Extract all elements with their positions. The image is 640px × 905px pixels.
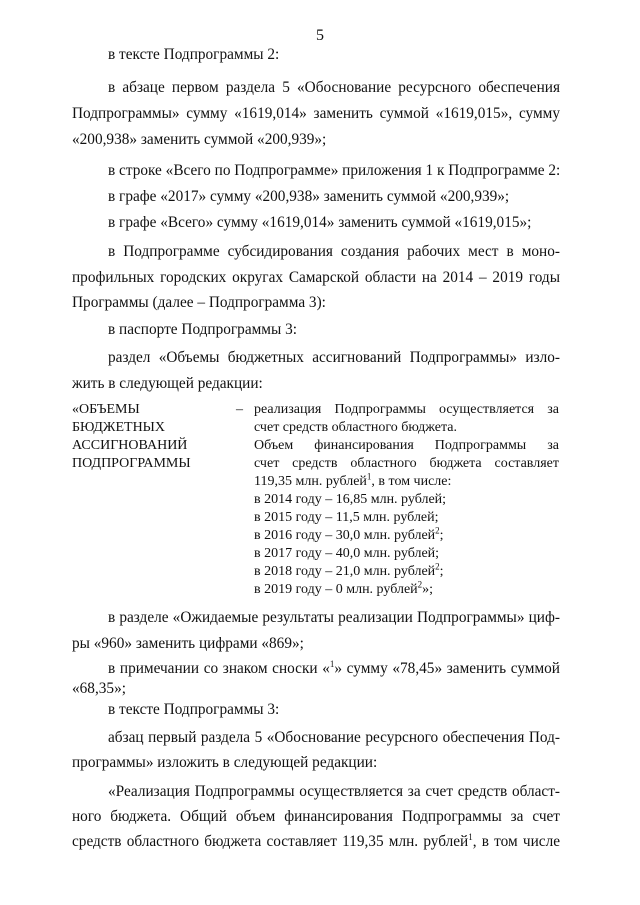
- year-tail: »;: [422, 582, 434, 597]
- footnote-mark: 2: [435, 525, 440, 536]
- paragraph-line: профильных городских округах Самарской области на 2014 – 2019 годы: [72, 269, 560, 286]
- paragraph-line: Подпрограммы» сумму «1619,014» заменить суммой «1619,015», сумму: [72, 105, 560, 122]
- year-text: в 2014 году – 16,85 млн. рублей;: [254, 492, 447, 507]
- paragraph-line: в графе «2017» сумму «200,938» заменить суммой «200,939»;: [108, 188, 510, 205]
- paragraph-line: в тексте Подпрограммы 3:: [108, 701, 280, 718]
- paragraph-line: жить в следующей редакции:: [72, 375, 263, 392]
- paragraph-line: абзац первый раздела 5 «Обоснование ресурсного обеспечения Под-: [108, 729, 560, 746]
- table-left-label: ПОДПРОГРАММЫ: [72, 456, 191, 471]
- table-year-line: [254, 491, 446, 509]
- table-right-line: [254, 473, 451, 491]
- table-right-line: реализация Подпрограммы осуществляется за: [254, 402, 559, 417]
- table-text: , в том числе:: [371, 474, 452, 489]
- text-span: , в том числе: [472, 833, 560, 850]
- paragraph-line: в строке «Всего по Подпрограмме» приложения 1 к Подпрограмме 2:: [108, 162, 561, 179]
- paragraph-line: Программы (далее – Подпрограмма 3):: [72, 294, 326, 311]
- footnote-mark: 1: [468, 831, 473, 842]
- footnote-mark: 2: [435, 561, 440, 572]
- paragraph-line: [72, 832, 560, 851]
- table-right-line: Объем финансирования Подпрограммы за: [254, 438, 559, 453]
- year-tail: ;: [439, 528, 444, 543]
- paragraph-line: ры «960» заменить цифрами «869»;: [72, 635, 304, 652]
- footnote-mark: 1: [329, 658, 335, 669]
- table-text: 119,35 млн. рублей: [254, 474, 367, 489]
- year-text: в 2018 году – 21,0 млн. рублей: [254, 564, 436, 579]
- table-year-line: [254, 509, 439, 527]
- table-year-line: [254, 581, 433, 599]
- table-left-label: АССИГНОВАНИЙ: [72, 438, 188, 453]
- table-year-line: [254, 527, 444, 545]
- year-text: в 2016 году – 30,0 млн. рублей: [254, 528, 436, 543]
- paragraph-line: «Реализация Подпрограммы осуществляется за счет средств област-: [108, 783, 560, 800]
- paragraph-line: раздел «Объемы бюджетных ассигнований Подпрограммы» изло-: [108, 349, 560, 366]
- year-text: в 2015 году – 11,5 млн. рублей;: [254, 510, 439, 525]
- text-span: в примечании со знаком сноски «: [108, 660, 330, 677]
- paragraph-line: в Подпрограмме субсидирования создания рабочих мест в моно-: [108, 243, 560, 260]
- footnote-mark: 1: [366, 471, 372, 482]
- table-dash: –: [236, 402, 243, 417]
- paragraph-line: [108, 659, 560, 678]
- paragraph-line: программы» изложить в следующей редакции:: [72, 754, 378, 771]
- year-tail: ;: [439, 564, 444, 579]
- paragraph-line: в разделе «Ожидаемые результаты реализации Подпрограммы» циф-: [108, 609, 560, 626]
- text-span: » сумму «78,45» заменить суммой: [334, 660, 560, 677]
- paragraph-line: в абзаце первом раздела 5 «Обоснование ресурсного обеспечения: [108, 79, 560, 96]
- table-left-label: БЮДЖЕТНЫХ: [72, 420, 166, 435]
- footnote-mark: 2: [417, 579, 423, 590]
- text-span: средств областного бюджета составляет 119,35 млн. рублей: [72, 833, 469, 850]
- paragraph-line: в паспорте Подпрограммы 3:: [108, 321, 297, 338]
- year-text: в 2017 году – 40,0 млн. рублей;: [254, 546, 440, 561]
- table-year-line: [254, 563, 444, 581]
- year-text: в 2019 году – 0 млн. рублей: [254, 582, 418, 597]
- table-year-line: [254, 545, 439, 563]
- paragraph-line: в графе «Всего» сумму «1619,014» заменить суммой «1619,015»;: [108, 214, 532, 231]
- table-right-line: счет средств областного бюджета.: [254, 420, 458, 435]
- paragraph-line: в тексте Подпрограммы 2:: [108, 46, 280, 63]
- paragraph-line: «68,35»;: [72, 680, 126, 697]
- paragraph-line: ного бюджета. Общий объем финансирования Подпрограммы за счет: [72, 808, 560, 825]
- table-right-line: счет средств областного бюджета составляет: [254, 456, 559, 471]
- table-left-label: «ОБЪЕМЫ: [72, 402, 140, 417]
- paragraph-line: «200,938» заменить суммой «200,939»;: [72, 131, 327, 148]
- page-number: 5: [316, 27, 324, 44]
